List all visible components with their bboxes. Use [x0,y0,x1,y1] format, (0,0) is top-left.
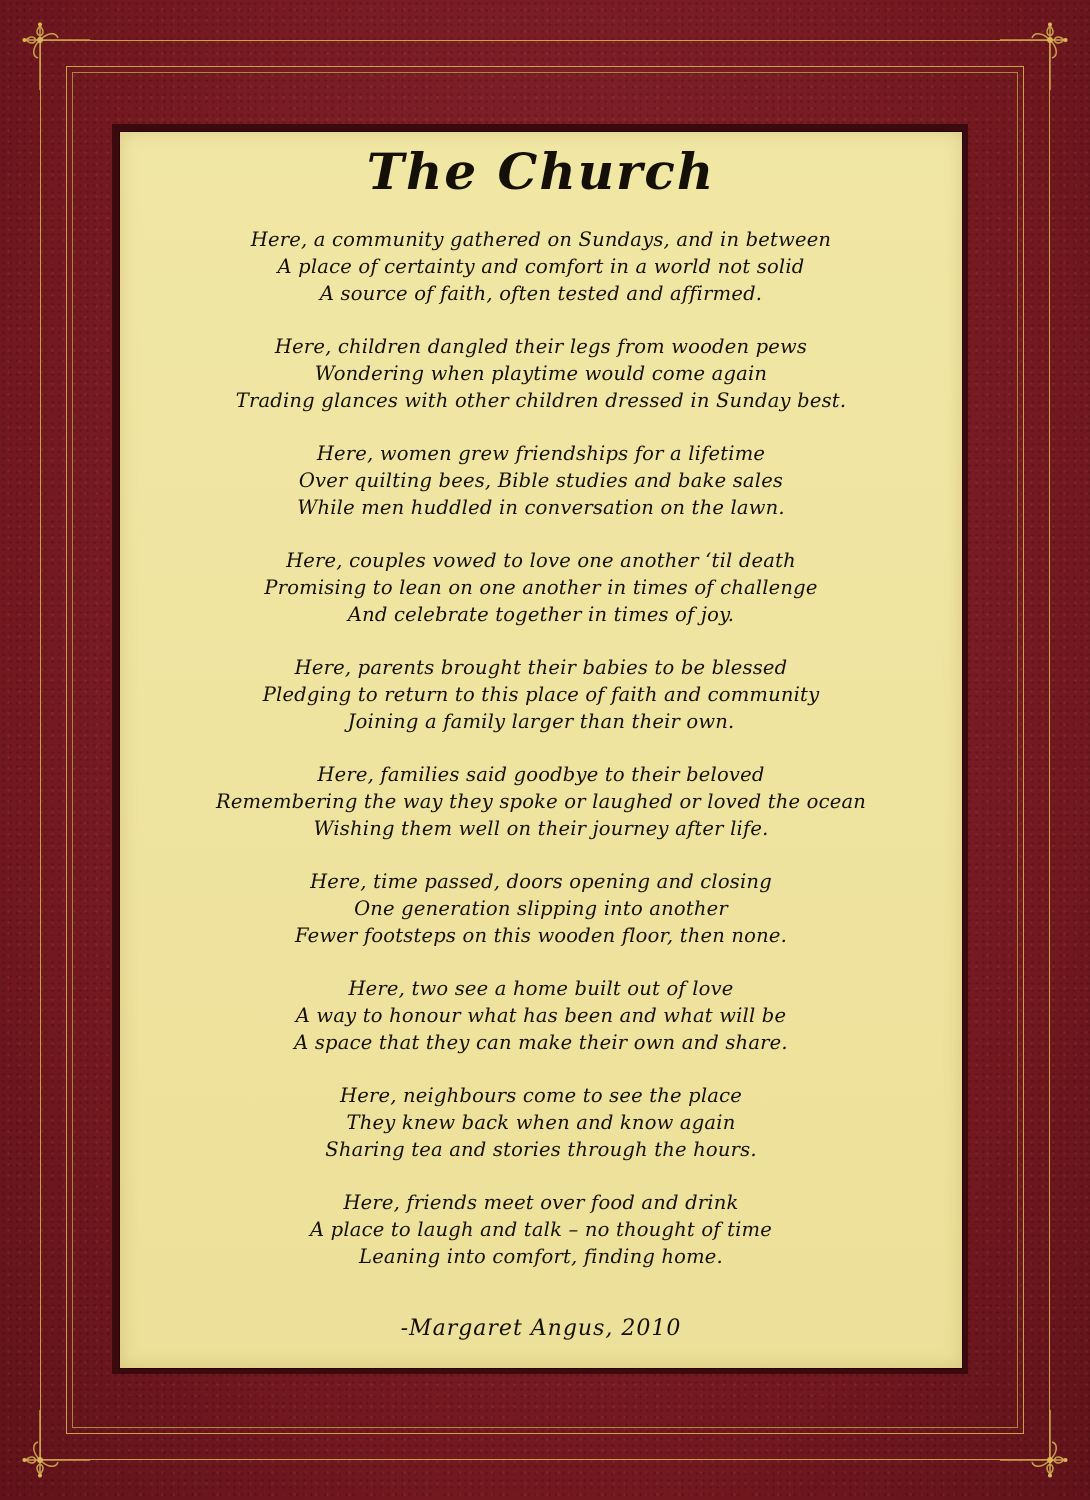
corner-flourish-icon [22,22,92,92]
poem-line: A space that they can make their own and share. [294,1031,788,1054]
poem-line: Here, neighbours come to see the place [340,1084,742,1107]
poem-line: They knew back when and know again [346,1111,736,1134]
poem-line: A place to laugh and talk – no thought of time [310,1218,772,1241]
poem-line: Leaning into comfort, finding home. [359,1245,723,1268]
poem-line: Over quilting bees, Bible studies and bake sales [298,469,784,492]
stanza-10 [120,1189,962,1270]
poem-line: Here, a community gathered on Sundays, and in between [250,228,832,251]
stanza-4 [120,547,962,628]
stanza-6 [120,761,962,842]
poem-line: While men huddled in conversation on the lawn. [297,496,785,519]
stanza-2 [120,333,962,414]
poem-line: Here, two see a home built out of love [348,977,734,1000]
corner-flourish-icon [998,1408,1068,1478]
stanza-9 [120,1082,962,1163]
stanza-5 [120,654,962,735]
poem-line: Pledging to return to this place of faith and community [262,683,820,706]
poem-line: Here, children dangled their legs from wooden pews [274,335,808,358]
poem-line: Here, women grew friendships for a lifetime [316,442,766,465]
poem-line: Joining a family larger than their own. [347,710,735,733]
poem-line: Sharing tea and stories through the hours. [325,1138,757,1161]
stanza-7 [120,868,962,949]
poem-line: Fewer footsteps on this wooden floor, then none. [294,924,788,947]
poem-line: A way to honour what has been and what will be [295,1004,787,1027]
poem-line: Here, time passed, doors opening and closing [310,870,772,893]
poem-line: Promising to lean on one another in times of challenge [264,576,818,599]
poem-line: Trading glances with other children dressed in Sunday best. [235,389,847,412]
stanza-8 [120,975,962,1056]
author-signature: -Margaret Angus, 2010 [400,1316,682,1341]
stanza-3 [120,440,962,521]
poem-line: Remembering the way they spoke or laughed or loved the ocean [215,790,867,813]
poem-line: One generation slipping into another [354,897,728,920]
poem-line: And celebrate together in times of joy. [347,603,735,626]
stanza-1 [120,226,962,307]
poem-line: Here, families said goodbye to their beloved [317,763,765,786]
corner-flourish-icon [22,1408,92,1478]
poem-line: Here, friends meet over food and drink [343,1191,739,1214]
poem-panel [120,132,962,1368]
poem-line: A source of faith, often tested and affirmed. [319,282,763,305]
corner-flourish-icon [998,22,1068,92]
poem-line: A place of certainty and comfort in a world not solid [277,255,805,278]
poem-line: Wishing them well on their journey after life. [313,817,769,840]
poem-line: Here, couples vowed to love one another ‘til death [286,549,796,572]
poem-line: Wondering when playtime would come again [314,362,768,385]
poem-line: Here, parents brought their babies to be blessed [294,656,788,679]
poem-title: The Church [366,142,716,201]
poem-body [120,226,962,1296]
